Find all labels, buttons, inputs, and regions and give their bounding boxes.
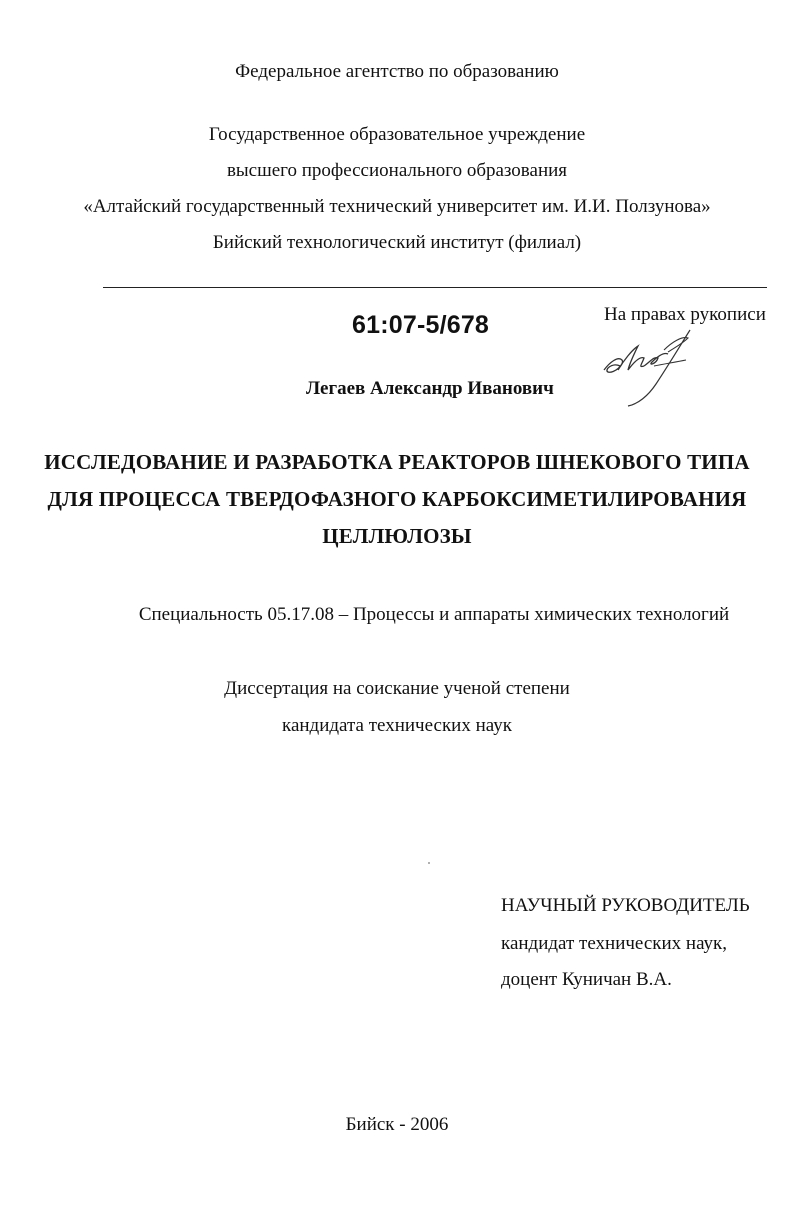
supervisor-name: доцент Куничан В.А. [501, 969, 672, 990]
catalog-code: 61:07-5/678 [352, 311, 490, 339]
title-line-3: ЦЕЛЛЮЛОЗЫ [322, 524, 472, 548]
place-and-year: Бийск - 2006 [345, 1114, 449, 1135]
specialty: Специальность 05.17.08 – Процессы и аппараты химических технологий [138, 604, 730, 625]
institution-line-1: Государственное образовательное учреждение [208, 124, 586, 145]
manuscript-note: На правах рукописи [604, 304, 766, 325]
handwritten-signature [598, 326, 698, 408]
institution-line-2: высшего профессионального образования [226, 160, 568, 181]
degree-line-1: Диссертация на соискание ученой степени [224, 678, 570, 699]
title-line-2: ДЛЯ ПРОЦЕССА ТВЕРДОФАЗНОГО КАРБОКСИМЕТИЛИРОВАНИЯ [47, 487, 747, 511]
university-name: «Алтайский государственный технический университет им. И.И. Ползунова» [83, 196, 711, 217]
supervisor-degree: кандидат технических наук, [501, 933, 728, 954]
branch-name: Бийский технологический институт (филиал) [212, 232, 582, 253]
title-line-1: ИССЛЕДОВАНИЕ И РАЗРАБОТКА РЕАКТОРОВ ШНЕКОВОГО ТИПА [44, 450, 750, 474]
scan-speck [428, 862, 430, 864]
supervisor-heading: НАУЧНЫЙ РУКОВОДИТЕЛЬ [501, 895, 750, 916]
author-name: Легаев Александр Иванович [306, 378, 554, 399]
header-divider [103, 287, 767, 288]
agency-name: Федеральное агентство по образованию [235, 61, 559, 82]
degree-line-2: кандидата технических наук [282, 715, 512, 736]
